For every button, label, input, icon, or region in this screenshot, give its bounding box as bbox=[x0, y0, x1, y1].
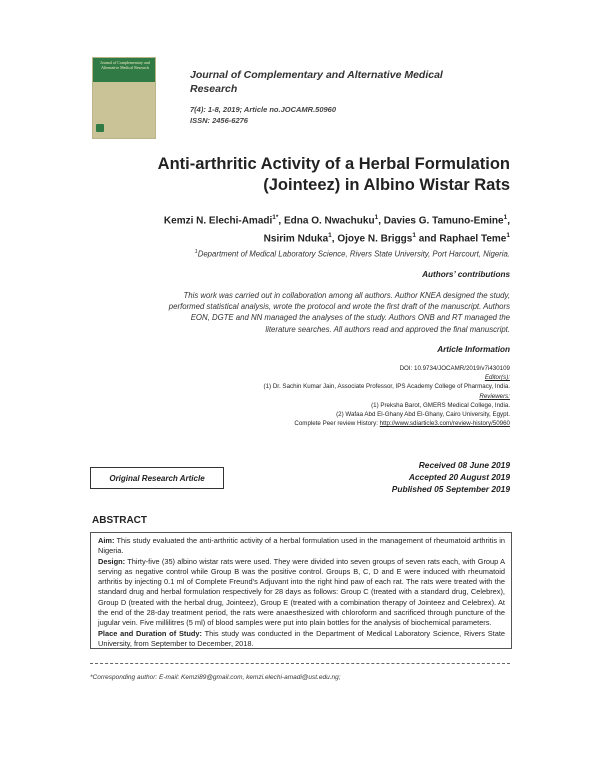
article-info-heading: Article Information bbox=[437, 345, 510, 354]
contributions-line: This work was carried out in collaboration among all authors. Author KNEA designed the study, bbox=[183, 291, 510, 300]
place-label: Place and Duration of Study: bbox=[98, 628, 202, 638]
abstract-box bbox=[90, 532, 512, 649]
abstract-aim bbox=[98, 536, 505, 557]
author-name: Edna O. Nwachuku bbox=[283, 215, 375, 227]
review-history-label: Complete Peer review History: bbox=[294, 420, 380, 428]
author-name: Davies G. Tamuno-Emine bbox=[383, 215, 504, 227]
citation: 7(4): 1-8, 2019; Article no.JOCAMR.50960 bbox=[190, 105, 337, 114]
author-sup: 1 bbox=[503, 214, 508, 221]
author-sep: , bbox=[378, 215, 384, 227]
design-text: Thirty-five (35) albino wistar rats were used. They were divided into seven groups of seven rats each, with Group A serving as negative control while Group B was the positive control. Groups B, C, D and E were induced with rheumatoid arthritis by injecting 0.1 ml of Complete Freund’s Adjuvant into the right hind paw of each rat. The rats were treated with the standard drug and herbal formulation respectively for 28 days as follows: Group C (treated with a standard drug, Celebrex), Group D (treated with the herbal drug, Jointeez), Group E (treated with a combination therapy of Jointeez and Celebrex). At the end of the 28-day treatment period, the rats were anaesthesized with chloroform and sacrificed through puncture of the jugular vein. Five millilitres (5 ml) of blood samples were put into plain bottles for the analysis of biochemical parameters. bbox=[98, 556, 505, 628]
publisher-logo-icon bbox=[96, 124, 104, 132]
received-date: Received 08 June 2019 bbox=[418, 460, 510, 470]
editors-label: Editor(s): bbox=[484, 374, 510, 382]
author-line2 bbox=[90, 228, 510, 246]
author-name: Kemzi N. Elechi-Amadi bbox=[163, 215, 273, 227]
author-sep: , bbox=[507, 215, 510, 227]
article-type-badge: Original Research Article bbox=[90, 467, 224, 489]
editor-entry: (1) Dr. Sachin Kumar Jain, Associate Professor, IPS Academy College of Pharmacy, India. bbox=[263, 383, 510, 391]
journal-cover-image bbox=[92, 57, 156, 139]
journal-meta bbox=[190, 104, 490, 126]
author-sup: 1* bbox=[272, 214, 279, 221]
author-name: Raphael Teme bbox=[439, 233, 507, 245]
abstract-design bbox=[98, 557, 505, 629]
author-sup: 1 bbox=[374, 214, 379, 221]
paper-title-line2: (Jointeez) in Albino Wistar Rats bbox=[263, 176, 510, 194]
accepted-date: Accepted 20 August 2019 bbox=[408, 472, 510, 482]
abstract-heading: ABSTRACT bbox=[92, 515, 147, 526]
contributions-line: performed statistical analysis, wrote the protocol and wrote the first draft of the manuscript. Authors bbox=[168, 302, 510, 312]
review-history-link[interactable]: http://www.sdiarticle3.com/review-history/50960 bbox=[379, 420, 510, 428]
author-sup: 1 bbox=[506, 232, 510, 240]
published-date: Published 05 September 2019 bbox=[391, 484, 510, 494]
affiliation bbox=[90, 249, 510, 259]
review-history bbox=[200, 419, 510, 428]
author-sup: 1 bbox=[328, 232, 332, 240]
reviewer-entry: (2) Wafaa Abd El-Ghany Abd El-Ghany, Cairo University, Egypt. bbox=[336, 411, 510, 419]
contributions-line: literature searches. All authors read and approved the final manuscript. bbox=[265, 324, 510, 334]
paper-title bbox=[90, 154, 510, 196]
corresponding-author-footnote: *Corresponding author: E-mail: Kemzi89@gmail.com, kemzi.elechi-amadi@ust.edu.ng; bbox=[90, 674, 341, 681]
affiliation-text: Department of Medical Laboratory Science, Rivers State University, Port Harcourt, Nigeria. bbox=[197, 249, 510, 259]
footnote-divider bbox=[90, 663, 510, 664]
abstract-text bbox=[98, 536, 505, 649]
publication-dates bbox=[300, 459, 510, 495]
contributions-line: EON, DGTE and NN managed the analyses of the study. Authors ONB and RT managed the bbox=[190, 313, 510, 323]
author-sep: and bbox=[415, 233, 440, 245]
journal-title-line1: Journal of Complementary and Alternative Medical bbox=[190, 69, 443, 81]
journal-title bbox=[190, 68, 490, 96]
doi[interactable]: DOI: 10.9734/JOCAMR/2019/v7i430109 bbox=[399, 365, 510, 372]
article-info-block bbox=[200, 364, 510, 428]
reviewer-entry: (1) Preksha Barot, GMERS Medical College, India. bbox=[371, 401, 510, 409]
issn: ISSN: 2456-6276 bbox=[190, 116, 248, 125]
aim-text: This study evaluated the anti-arthritic activity of a herbal formulation used in the management of rheumatoid arthritis in Nigeria. bbox=[98, 536, 505, 556]
cover-title: Journal of Complementary and Alternative Medical Research bbox=[100, 60, 150, 70]
place-text: This study was conducted in the Department of Medical Laboratory Science, Rivers State University, from September to December, 2018. bbox=[98, 628, 505, 648]
contributions-text bbox=[90, 290, 510, 335]
design-label: Design: bbox=[98, 556, 126, 566]
author-name: Nsirim Nduka bbox=[263, 233, 329, 245]
author-name: Ojoye N. Briggs bbox=[337, 233, 413, 245]
paper-title-line1: Anti-arthritic Activity of a Herbal Formulation bbox=[157, 155, 510, 173]
author-sep: , bbox=[331, 233, 338, 245]
reviewers-label: Reviewers: bbox=[479, 392, 510, 400]
affiliation-sup: 1 bbox=[194, 249, 198, 255]
author-sup: 1 bbox=[412, 232, 416, 240]
aim-label: Aim: bbox=[98, 536, 115, 545]
author-line1 bbox=[90, 210, 510, 228]
abstract-place bbox=[98, 629, 505, 650]
author-list bbox=[90, 210, 510, 247]
author-sep: , bbox=[278, 215, 284, 227]
contributions-heading: Authors’ contributions bbox=[422, 270, 510, 279]
journal-title-line2: Research bbox=[190, 83, 238, 95]
